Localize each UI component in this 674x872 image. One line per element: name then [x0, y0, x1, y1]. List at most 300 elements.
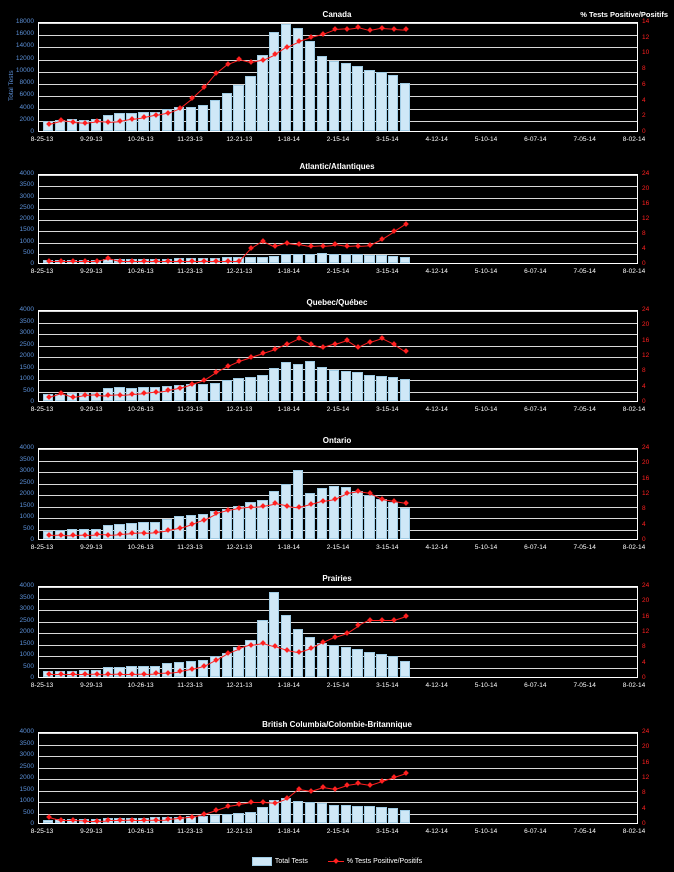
gridline — [39, 334, 637, 335]
x-axis-tick-label: 8-02-14 — [622, 682, 646, 689]
panel-title: British Columbia/Colombie-Britannique — [262, 720, 412, 729]
plot-area — [38, 448, 638, 540]
line-marker — [94, 258, 100, 264]
y-axis-title: Total Tests — [8, 70, 15, 102]
y-axis-tick-label: 4000 — [19, 170, 34, 177]
plot-area — [38, 174, 638, 264]
panel-title: Atlantic/Atlantiques — [299, 162, 375, 171]
bar — [210, 100, 220, 131]
bar — [293, 254, 303, 263]
x-axis-tick-label: 9-29-13 — [80, 682, 103, 689]
line-marker — [165, 258, 171, 264]
line-marker — [308, 788, 314, 794]
x-axis-tick-label: 11-23-13 — [177, 406, 203, 413]
bar — [257, 55, 267, 131]
x-axis-tick-label: 12-21-13 — [226, 136, 253, 143]
y-axis-tick-label: 14000 — [15, 42, 34, 50]
bar — [222, 814, 232, 823]
bar — [269, 592, 279, 677]
gridline — [39, 745, 637, 746]
x-axis-tick-label: 1-18-14 — [277, 268, 300, 275]
y2-axis-tick-label: 10 — [642, 49, 650, 57]
bar — [281, 615, 291, 677]
y-axis-tick-label: 2500 — [19, 616, 34, 624]
line-marker — [272, 243, 278, 249]
bar — [376, 807, 386, 823]
y2-axis-tick-label: 8 — [642, 230, 646, 237]
y-axis-tick-label: 2000 — [19, 352, 34, 359]
x-axis-tick-label: 9-29-13 — [80, 136, 103, 143]
y-axis-tick-label: 3000 — [19, 605, 34, 612]
y-axis-tick-label: 0 — [30, 536, 34, 543]
y2-axis-tick-label: 24 — [642, 582, 650, 589]
gridline — [39, 323, 637, 324]
x-axis-tick-label: 1-18-14 — [277, 406, 300, 413]
x-axis-tick-label: 7-05-14 — [573, 406, 596, 413]
gridline — [39, 357, 637, 358]
x-axis-tick-label: 3-15-14 — [376, 828, 399, 835]
chart-panel — [0, 160, 674, 290]
y2-axis-tick-label: 8 — [642, 505, 646, 513]
y-axis-tick-label: 4000 — [19, 306, 34, 313]
line-marker — [367, 339, 373, 345]
bar — [281, 362, 291, 401]
plot-area — [38, 586, 638, 678]
bar — [329, 805, 339, 823]
x-axis-tick-label: 11-23-13 — [177, 136, 203, 143]
gridline — [39, 220, 637, 221]
line-marker — [403, 26, 409, 32]
bar — [400, 661, 410, 677]
y-axis-tick-label: 1500 — [19, 501, 34, 509]
x-axis-tick-label: 12-21-13 — [226, 406, 253, 413]
x-axis-tick-label: 4-12-14 — [425, 406, 448, 413]
y2-axis-tick-label: 8 — [642, 367, 646, 375]
bar — [293, 801, 303, 823]
plot-area — [38, 732, 638, 824]
x-axis-tick-label: 3-15-14 — [376, 268, 399, 275]
y-axis-tick-label: 1500 — [19, 226, 34, 234]
y-axis-tick-label: 4000 — [19, 444, 34, 451]
x-axis-tick-label: 10-26-13 — [127, 544, 154, 551]
line-marker — [70, 258, 76, 264]
x-axis-tick-label: 7-05-14 — [573, 828, 596, 835]
bar — [376, 654, 386, 677]
gridline — [39, 633, 637, 634]
x-axis-tick-label: 6-07-14 — [524, 406, 547, 413]
bar — [233, 813, 243, 823]
x-axis-tick-label: 8-02-14 — [622, 406, 646, 413]
bar — [317, 56, 327, 131]
y-axis-tick-label: 1000 — [19, 375, 34, 382]
x-axis-tick-label: 8-02-14 — [622, 544, 646, 551]
x-axis-tick-label: 11-23-13 — [177, 544, 203, 551]
x-axis-tick-label: 4-12-14 — [425, 544, 448, 551]
x-axis-tick-label: 6-07-14 — [524, 268, 547, 275]
x-axis-tick-label: 10-26-13 — [127, 682, 154, 689]
y2-axis-tick-label: 0 — [642, 398, 646, 405]
bar — [305, 41, 315, 131]
x-axis-tick-label: 8-25-13 — [30, 406, 54, 413]
y2-axis-tick-label: 14 — [642, 18, 650, 25]
bar — [341, 254, 351, 263]
x-axis-tick-label: 6-07-14 — [524, 544, 547, 551]
bar — [400, 810, 410, 823]
bar — [293, 364, 303, 401]
x-axis-tick-label: 8-02-14 — [622, 136, 646, 143]
gridline — [39, 791, 637, 792]
bar — [281, 484, 291, 539]
y2-axis-tick-label: 4 — [642, 96, 646, 104]
bar — [281, 254, 291, 263]
line-marker — [403, 613, 409, 619]
x-axis-tick-label: 11-23-13 — [177, 268, 203, 275]
x-axis-tick-label: 7-05-14 — [573, 136, 596, 143]
gridline — [39, 733, 637, 734]
y2-axis-tick-label: 12 — [642, 774, 650, 781]
gridline — [39, 231, 637, 232]
legend-line-swatch — [328, 861, 344, 862]
bar — [376, 499, 386, 539]
y2-axis-tick-label: 12 — [642, 628, 650, 635]
line-marker — [260, 799, 266, 805]
bar — [233, 85, 243, 131]
line-marker — [237, 56, 243, 62]
line-marker — [332, 634, 338, 640]
bar — [210, 815, 220, 823]
y-axis-tick-label: 3500 — [19, 593, 34, 601]
y-axis-tick-label: 1500 — [19, 639, 34, 647]
y2-axis-tick-label: 16 — [642, 336, 650, 344]
y-axis-tick-label: 500 — [23, 386, 34, 394]
line-marker — [379, 25, 385, 31]
line-marker — [320, 243, 326, 249]
y-axis-tick-label: 2500 — [19, 340, 34, 348]
y-axis-tick-label: 4000 — [19, 728, 34, 735]
bar — [210, 383, 220, 401]
y2-axis-tick-label: 2 — [642, 112, 646, 120]
bar — [305, 361, 315, 401]
x-axis-tick-label: 12-21-13 — [226, 268, 253, 275]
bar — [364, 70, 374, 131]
bar — [329, 370, 339, 401]
line-marker — [403, 221, 409, 227]
y-axis-tick-label: 500 — [23, 662, 34, 670]
bar — [222, 380, 232, 401]
y-axis-tick-label: 1000 — [19, 651, 34, 658]
y-axis-tick-label: 2500 — [19, 203, 34, 211]
y-axis-tick-label: 16000 — [15, 30, 34, 38]
x-axis-tick-label: 10-26-13 — [127, 828, 154, 835]
y2-axis-tick-label: 12 — [642, 352, 650, 359]
bar — [341, 371, 351, 401]
gridline — [39, 35, 637, 36]
legend-bars-label: Total Tests — [274, 858, 308, 865]
bar — [352, 649, 362, 677]
bar — [198, 105, 208, 131]
bar — [245, 76, 255, 131]
bar — [400, 257, 410, 263]
line-marker — [403, 770, 409, 776]
line-marker — [356, 243, 362, 249]
y-axis-tick-label: 3500 — [19, 739, 34, 747]
bar — [388, 256, 398, 263]
line-marker — [248, 799, 254, 805]
bar — [364, 652, 374, 677]
y-axis-tick-label: 3500 — [19, 181, 34, 189]
x-axis-tick-label: 1-18-14 — [277, 828, 300, 835]
panel-title: Canada — [322, 10, 352, 19]
bar — [233, 647, 243, 677]
bar — [269, 368, 279, 401]
y2-axis-tick-label: 6 — [642, 80, 646, 88]
x-axis-tick-label: 4-12-14 — [425, 136, 448, 143]
bar — [388, 808, 398, 823]
y-axis-tick-label: 10000 — [15, 66, 34, 74]
line-marker — [284, 240, 290, 246]
y2-axis-tick-label: 4 — [642, 245, 646, 252]
x-axis-tick-label: 9-29-13 — [80, 828, 103, 835]
y-axis-tick-label: 2000 — [19, 115, 34, 123]
bar — [305, 493, 315, 539]
x-axis-tick-label: 11-23-13 — [177, 828, 203, 835]
y2-axis-tick-label: 20 — [642, 185, 650, 192]
x-axis-tick-label: 5-10-14 — [474, 544, 498, 551]
bar — [400, 83, 410, 131]
x-axis-tick-label: 11-23-13 — [177, 682, 203, 689]
y2-axis-tick-label: 12 — [642, 33, 650, 41]
y-axis-tick-label: 3000 — [19, 192, 34, 200]
legend-line-label: % Tests Positive/Positifs — [346, 858, 423, 865]
bar — [352, 66, 362, 131]
x-axis-tick-label: 10-26-13 — [127, 136, 154, 143]
x-axis-tick-label: 10-26-13 — [127, 406, 154, 413]
y-axis-tick-label: 3500 — [19, 455, 34, 463]
bar — [364, 255, 374, 263]
line-marker — [308, 243, 314, 249]
y-axis-tick-label: 4000 — [19, 582, 34, 589]
bar — [329, 645, 339, 677]
bar — [317, 803, 327, 823]
x-axis-tick-label: 9-29-13 — [80, 406, 103, 413]
bar — [305, 254, 315, 263]
y-axis-tick-label: 0 — [30, 398, 34, 405]
y-axis-tick-label: 500 — [23, 248, 34, 256]
x-axis-tick-label: 4-12-14 — [425, 828, 448, 835]
x-axis-tick-label: 2-15-14 — [326, 682, 350, 689]
bar — [352, 491, 362, 539]
bar — [388, 75, 398, 131]
bar — [352, 372, 362, 401]
y-axis-tick-label: 2500 — [19, 762, 34, 770]
line-marker — [201, 377, 207, 383]
x-axis-tick-label: 7-05-14 — [573, 544, 596, 551]
y-axis-tick-label: 3000 — [19, 751, 34, 758]
bar — [364, 806, 374, 823]
x-axis-tick-label: 5-10-14 — [474, 406, 498, 413]
line-marker — [308, 34, 314, 40]
x-axis-tick-label: 7-05-14 — [573, 682, 596, 689]
x-axis-tick-label: 5-10-14 — [474, 136, 498, 143]
bar — [364, 495, 374, 539]
y2-axis-tick-label: 0 — [642, 536, 646, 543]
line-marker — [344, 26, 350, 32]
y2-axis-tick-label: 16 — [642, 474, 650, 482]
y-axis-tick-label: 1000 — [19, 513, 34, 520]
x-axis-tick-label: 2-15-14 — [326, 406, 350, 413]
x-axis-tick-label: 7-05-14 — [573, 268, 596, 275]
bar — [245, 812, 255, 824]
chart-panel — [0, 718, 674, 850]
y2-axis-tick-label: 24 — [642, 444, 650, 451]
x-axis-tick-label: 5-10-14 — [474, 682, 498, 689]
gridline — [39, 209, 637, 210]
gridline — [39, 186, 637, 187]
panel-title: Prairies — [322, 574, 352, 583]
x-axis-tick-label: 8-25-13 — [30, 136, 54, 143]
gridline — [39, 472, 637, 473]
x-axis-tick-label: 12-21-13 — [226, 682, 253, 689]
bar — [186, 107, 196, 131]
x-axis-tick-label: 1-18-14 — [277, 682, 300, 689]
line-marker — [367, 782, 373, 788]
y2-axis-tick-label: 20 — [642, 459, 650, 467]
x-axis-tick-label: 6-07-14 — [524, 682, 547, 689]
bar — [186, 515, 196, 539]
x-axis-tick-label: 2-15-14 — [326, 544, 350, 551]
line-marker — [213, 258, 219, 264]
line-marker — [320, 345, 326, 351]
bar — [376, 255, 386, 263]
y2-axis-tick-label: 12 — [642, 215, 650, 222]
bar — [198, 816, 208, 823]
bar — [257, 620, 267, 678]
y2-axis-tick-label: 24 — [642, 728, 650, 735]
y2-axis-tick-label: 4 — [642, 804, 646, 812]
gridline — [39, 449, 637, 450]
y-axis-tick-label: 0 — [30, 128, 34, 135]
right-axis-caption: % Tests Positive/Positifs — [580, 10, 668, 19]
bar — [186, 384, 196, 401]
line-marker — [344, 243, 350, 249]
y-axis-tick-label: 1000 — [19, 237, 34, 245]
x-axis-tick-label: 2-15-14 — [326, 136, 350, 143]
gridline — [39, 346, 637, 347]
bar — [352, 806, 362, 823]
x-axis-tick-label: 8-02-14 — [622, 268, 646, 275]
y-axis-tick-label: 1000 — [19, 797, 34, 804]
y-axis-tick-label: 3000 — [19, 467, 34, 474]
bar — [352, 254, 362, 263]
panel-title: Ontario — [322, 436, 352, 445]
gridline — [39, 484, 637, 485]
line-marker — [272, 346, 278, 352]
y-axis-tick-label: 8000 — [19, 79, 34, 87]
y2-axis-tick-label: 24 — [642, 306, 650, 313]
y-axis-tick-label: 2500 — [19, 478, 34, 486]
x-axis-tick-label: 12-21-13 — [226, 828, 253, 835]
plot-area — [38, 22, 638, 132]
line-marker — [153, 258, 159, 264]
line-marker — [237, 358, 243, 364]
y2-axis-tick-label: 8 — [642, 65, 646, 73]
x-axis-tick-label: 6-07-14 — [524, 828, 547, 835]
y2-axis-tick-label: 12 — [642, 490, 650, 497]
bar — [364, 375, 374, 401]
gridline — [39, 175, 637, 176]
y-axis-tick-label: 0 — [30, 260, 34, 267]
bar — [341, 805, 351, 823]
gridline — [39, 779, 637, 780]
y2-axis-tick-label: 0 — [642, 128, 646, 135]
x-axis-tick-label: 8-25-13 — [30, 828, 54, 835]
chart-legend — [0, 857, 674, 866]
x-axis-tick-label: 3-15-14 — [376, 682, 399, 689]
y2-axis-tick-label: 24 — [642, 170, 650, 177]
bar — [329, 254, 339, 263]
y2-axis-tick-label: 4 — [642, 382, 646, 390]
line-marker — [403, 348, 409, 354]
legend-bar-swatch — [252, 857, 272, 866]
chart-panel — [0, 8, 674, 158]
y-axis-tick-label: 2000 — [19, 628, 34, 635]
y-axis-tick-label: 12000 — [15, 54, 34, 62]
bar — [400, 508, 410, 539]
line-marker — [225, 258, 231, 264]
bar — [388, 377, 398, 401]
bar — [341, 63, 351, 131]
y-axis-tick-label: 18000 — [15, 18, 34, 25]
y-axis-tick-label: 500 — [23, 524, 34, 532]
gridline — [39, 198, 637, 199]
y-axis-tick-label: 0 — [30, 820, 34, 827]
gridline — [39, 756, 637, 757]
line-marker — [82, 258, 88, 264]
bar — [281, 798, 291, 823]
x-axis-tick-label: 8-02-14 — [622, 828, 646, 835]
x-axis-tick-label: 4-12-14 — [425, 268, 448, 275]
bar — [257, 807, 267, 823]
chart-panel — [0, 296, 674, 428]
bar — [329, 486, 339, 539]
bar — [317, 367, 327, 402]
bar — [305, 637, 315, 677]
y-axis-tick-label: 3000 — [19, 329, 34, 336]
bar — [317, 488, 327, 539]
line-marker — [201, 258, 207, 264]
line-marker — [177, 258, 183, 264]
y2-axis-tick-label: 16 — [642, 758, 650, 766]
plot-area — [38, 310, 638, 402]
y-axis-tick-label: 3500 — [19, 317, 34, 325]
chart-panel — [0, 434, 674, 566]
bar — [222, 93, 232, 131]
y-axis-tick-label: 500 — [23, 808, 34, 816]
x-axis-tick-label: 12-21-13 — [226, 544, 253, 551]
gridline — [39, 599, 637, 600]
x-axis-tick-label: 5-10-14 — [474, 268, 498, 275]
x-axis-tick-label: 5-10-14 — [474, 828, 498, 835]
x-axis-tick-label: 3-15-14 — [376, 136, 399, 143]
gridline — [39, 587, 637, 588]
x-axis-tick-label: 6-07-14 — [524, 136, 547, 143]
bar — [376, 72, 386, 131]
bar — [341, 647, 351, 677]
gridline — [39, 622, 637, 623]
bar — [329, 61, 339, 131]
bar — [198, 384, 208, 401]
y2-axis-tick-label: 0 — [642, 260, 646, 267]
